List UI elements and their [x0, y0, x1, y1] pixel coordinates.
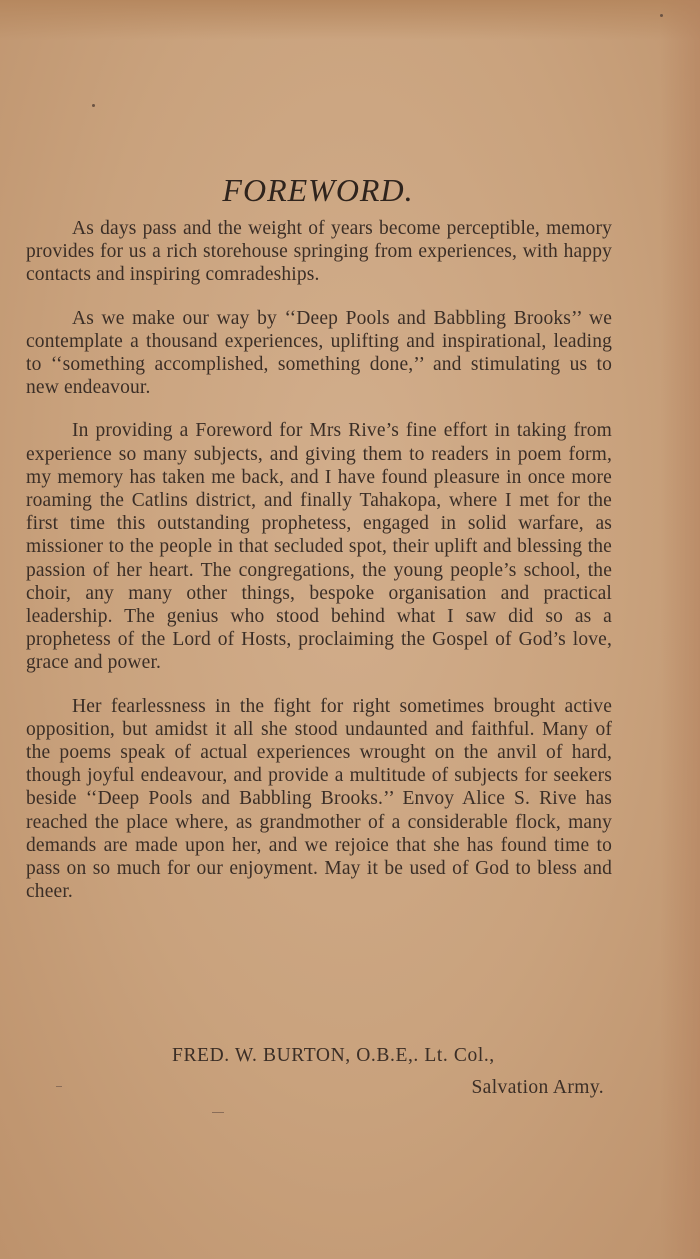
page-title: FOREWORD. — [222, 172, 414, 208]
foreword-body — [26, 217, 612, 923]
page-edge-shadow — [0, 0, 700, 40]
paragraph-4: Her fearlessness in the fight for right sometimes brought active opposition, but amidst it all she stood undaunted and faithful. Many of the poems speak of actual experiences wrought on the anvil of hard, though joyful endeavour, and provide a multitude of subjects for seekers beside ‘‘Deep Pools and Babbling Brooks.’’ Envoy Alice S. Rive has reached the place where, as grandmother of a considerable flock, many demands are made upon her, and we rejoice that she has found time to pass on so much for our enjoyment. May it be used of God to bless and cheer. — [26, 695, 612, 903]
paper-speck — [92, 104, 95, 107]
paper-mark — [212, 1112, 224, 1113]
paragraph-2: As we make our way by ‘‘Deep Pools and Babbling Brooks’’ we contemplate a thousand experiences, uplifting and inspirational, leading to ‘‘something accomplished, something done,’’ and stimulating us to new endeavour. — [26, 307, 612, 399]
signature-name: FRED. W. BURTON, O.B.E,. Lt. Col., — [172, 1045, 495, 1066]
paragraph-3: In providing a Foreword for Mrs Rive’s fine effort in taking from experience so many subjects, and giving them to readers in poem form, my memory has taken me back, and I have found pleasure in once more roaming the Catlins district, and finally Tahakopa, where I met for the first time this outstanding prophetess, engaged in solid warfare, as missioner to the people in that secluded spot, their uplift and blessing the passion of her heart. The congregations, the young people’s school, the choir, any many other things, bespoke organisation and practical leadership. The genius who stood behind what I saw did so as a prophetess of the Lord of Hosts, proclaiming the Gospel of God’s love, grace and power. — [26, 420, 612, 674]
paper-mark — [56, 1086, 62, 1087]
paper-speck — [660, 14, 663, 17]
signature-block — [172, 1040, 612, 1104]
paragraph-1: As days pass and the weight of years become perceptible, memory provides for us a rich storehouse springing from experiences, with happy contacts and inspiring comradeships. — [26, 218, 612, 286]
page-edge-shadow-right — [660, 0, 700, 1259]
signature-organisation: Salvation Army. — [471, 1077, 604, 1098]
